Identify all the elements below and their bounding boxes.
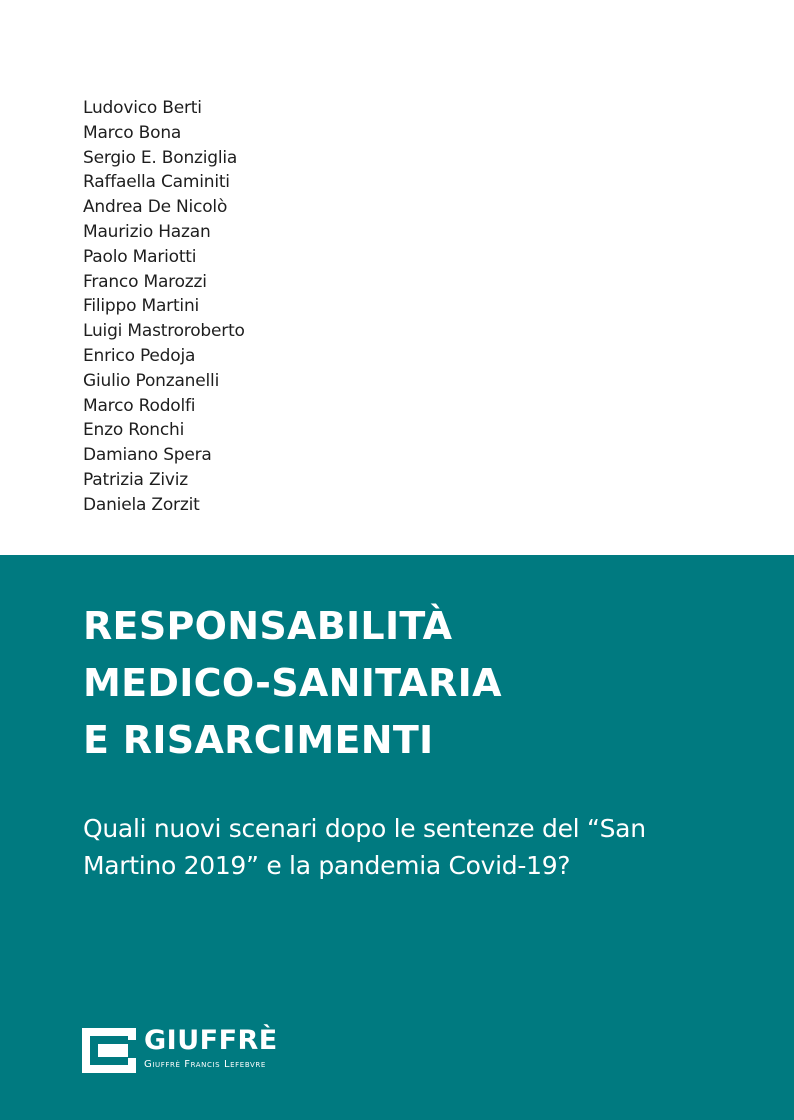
author-name: Sergio E. Bonziglia	[83, 147, 238, 168]
author-name: Ludovico Berti	[83, 98, 202, 118]
book-title-line-2: MEDICO-SANITARIA	[83, 661, 502, 705]
author-name: Enzo Ronchi	[83, 420, 185, 441]
author-name: Enrico Pedoja	[83, 345, 196, 366]
author-name: Marco Rodolfi	[83, 395, 196, 416]
author-name: Franco Marozzi	[83, 271, 207, 292]
publisher-logo	[82, 1025, 342, 1078]
book-title-line-3: E RISARCIMENTI	[83, 718, 434, 762]
author-name: Maurizio Hazan	[83, 221, 211, 242]
author-name: Andrea De Nicolò	[83, 197, 228, 218]
book-subtitle: Quali nuovi scenari dopo le sentenze del “San Martino 2019” e la pandemia Covid-19?	[83, 814, 646, 880]
author-list	[83, 96, 245, 518]
author-name: Giulio Ponzanelli	[83, 370, 220, 391]
author-name: Filippo Martini	[83, 296, 200, 317]
publisher-tagline: Giuffrè Francis Lefebvre	[144, 1059, 266, 1070]
publisher-name: GIUFFRÈ	[144, 1025, 278, 1056]
book-title-line-1: RESPONSABILITÀ	[83, 604, 453, 648]
author-name: Patrizia Ziviz	[83, 469, 189, 490]
author-name: Raffaella Caminiti	[83, 172, 230, 193]
giuffre-logo-icon	[82, 1028, 136, 1073]
author-name: Paolo Mariotti	[83, 246, 197, 267]
author-name: Damiano Spera	[83, 445, 212, 466]
author-name: Daniela Zorzit	[83, 494, 200, 515]
author-name: Marco Bona	[83, 122, 182, 143]
book-title	[83, 598, 502, 769]
author-name: Luigi Mastroroberto	[83, 321, 245, 342]
